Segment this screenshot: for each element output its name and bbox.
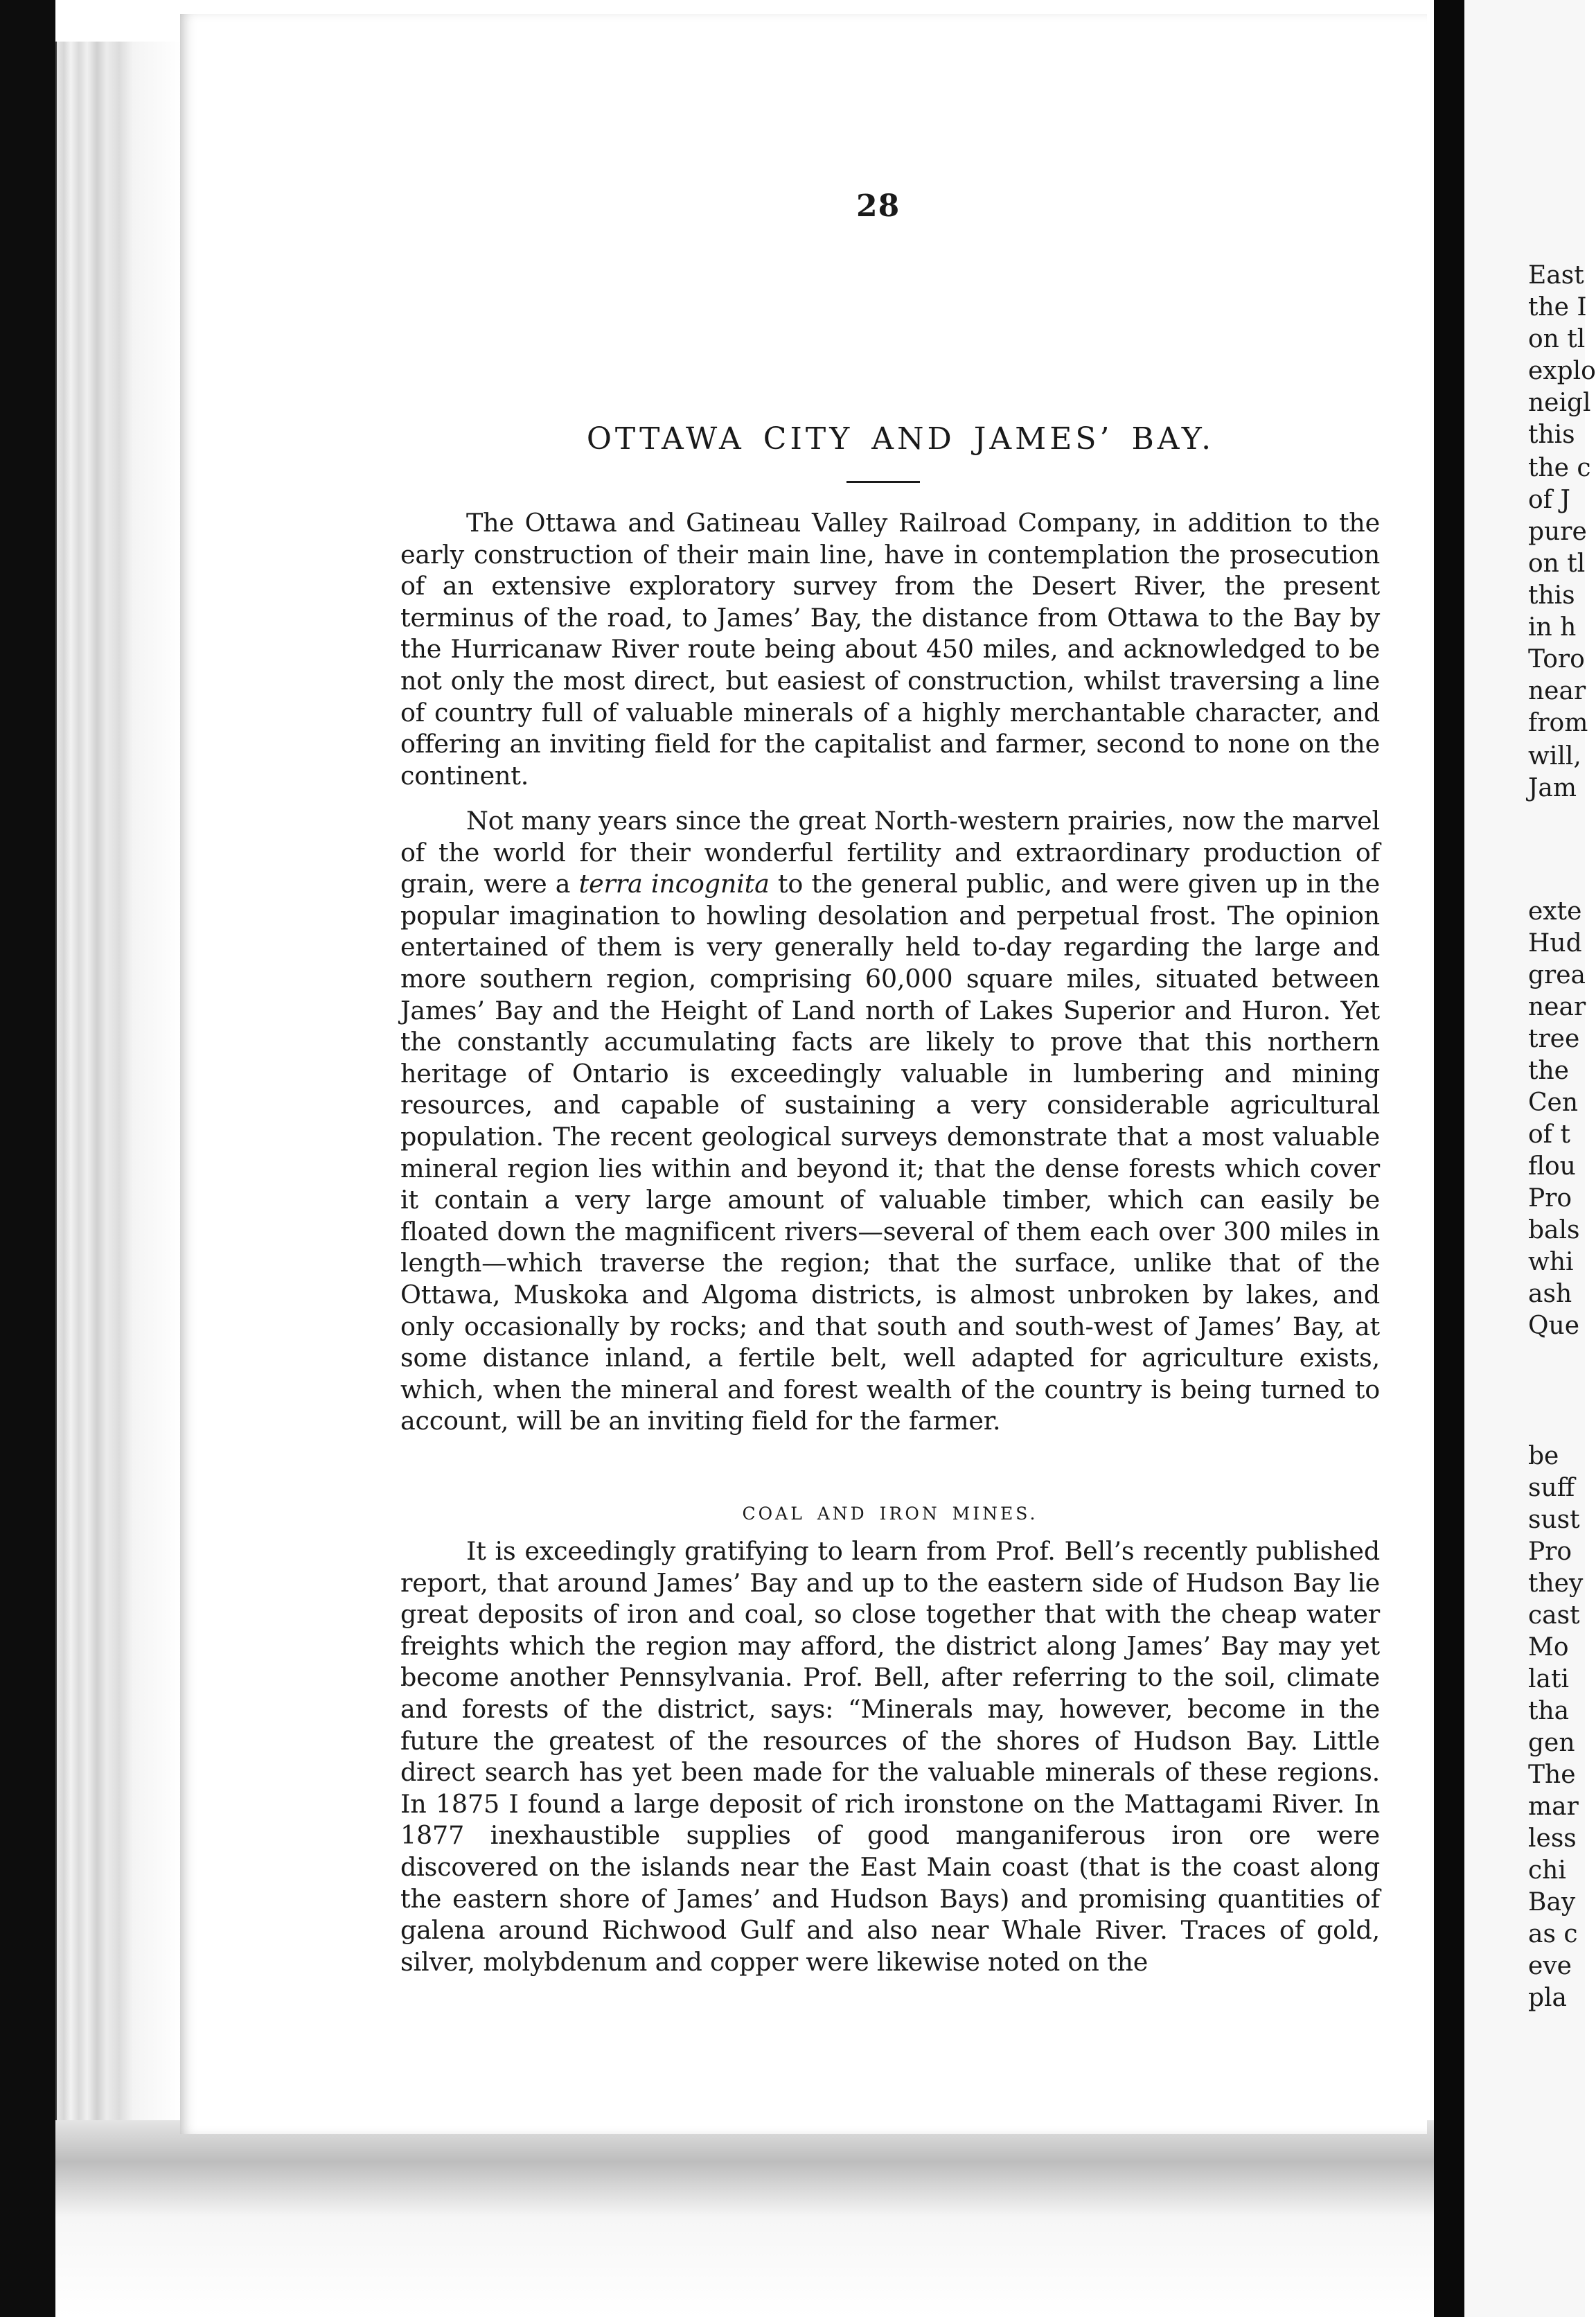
facing-page-fragment: of J — [1528, 486, 1570, 514]
facing-page-fragment: The — [1528, 1761, 1576, 1789]
facing-page-fragment: Bay — [1528, 1888, 1576, 1917]
facing-page-fragment: of t — [1528, 1120, 1570, 1149]
facing-page-fragment: Mo — [1528, 1633, 1569, 1662]
facing-page-fragment: Que — [1528, 1312, 1580, 1340]
facing-page-fragment: sust — [1528, 1506, 1580, 1534]
facing-page-fragment: ash — [1528, 1280, 1572, 1308]
facing-page-fragment: the c — [1528, 454, 1591, 482]
facing-page-fragment: near — [1528, 993, 1586, 1021]
facing-page-fragment: cast — [1528, 1601, 1580, 1630]
book-gutter — [1434, 0, 1464, 2317]
title-rule — [846, 481, 920, 483]
facing-page — [1464, 0, 1596, 2317]
facing-page-fragment: Cen — [1528, 1089, 1579, 1117]
paragraph-3: It is exceedingly gratifying to learn from Prof. Bell’s recently published report, that around James’ Bay and up to the eastern side of Hudson Bay lie great deposits of iron and coal, so close together that with the cheap water freights which the region may afford, the district along James’ Bay may yet become another Pennsylvania. Prof. Bell, after referring to the soil, climate and forests of the district, says: “Minerals may, however, become in the future the greatest of the resources of the shores of Hudson Bay. Little direct search has yet been made for the valuable minerals of these regions. In 1875 I found a large deposit of rich ironstone on the Mattagami River. In 1877 inexhaustible supplies of good manganiferous iron ore were discovered on the islands near the East Main coast (that is the coast along the eastern shore of James’ and Hudson Bays) and promising quantities of galena around Richwood Gulf and also near Whale River. Traces of gold, silver, molybdenum and copper were likewise noted on the — [400, 1536, 1380, 1977]
facing-page-fragment: whi — [1528, 1248, 1574, 1276]
paragraph-2-italic-phrase: terra incognita — [578, 869, 770, 899]
facing-page-fragment: suff — [1528, 1474, 1575, 1502]
facing-page-fragment: Hud — [1528, 929, 1582, 958]
facing-page-fragment: eve — [1528, 1952, 1572, 1980]
facing-page-fragment: explo — [1528, 357, 1596, 385]
page-number: 28 — [856, 188, 901, 224]
facing-page-fragment: pla — [1528, 1984, 1568, 2012]
facing-page-fragment: this — [1528, 421, 1575, 449]
facing-page-fragment: East — [1528, 261, 1584, 290]
section-subheading: COAL AND IRON MINES. — [742, 1504, 1038, 1524]
facing-page-fragment: tha — [1528, 1697, 1570, 1725]
book-page-edges — [55, 42, 181, 2120]
facing-page-fragment: as c — [1528, 1920, 1578, 1948]
facing-page-fragment: mar — [1528, 1792, 1579, 1821]
facing-page-fragment: from — [1528, 709, 1588, 737]
page-title: OTTAWA CITY AND JAMES’ BAY. — [586, 421, 1215, 457]
paragraph-2-text-a: Not many years since the great North-western prairies, now the marvel of the world for their wonderful fertility and extraordinary production of grain, were a — [400, 806, 1380, 899]
paragraph-2-text-b: to the general public, and were given up in the popular imagination to howling desolation and perpetual frost. The opinion entertained of them is very generally held to-day regarding the large and more southern region, comprising 60,000 square miles, situated between James’ Bay and the Height of Land north of Lakes Superior and Huron. Yet the constantly accumulating facts are likely to prove that this northern heritage of Ontario is exceedingly valuable in lumbering and mining resources, and capable of sustaining a very considerable agricultural population. The recent geological surveys demonstrate that a most valuable mineral region lies within and beyond it; that the dense forests which cover it contain a very large amount of valuable timber, which can easily be floated down the magnificent rivers—several of them each over 300 miles in length—which traverse the region; that the surface, unlike that of the Ottawa, Muskoka and Algoma districts, is almost unbroken by lakes, and only occasionally by rocks; and that south and south-west of James’ Bay, at some distance inland, a fertile belt, well adapted for agriculture exists, which, when the mineral and forest wealth of the country is being turned to account, will be an inviting field for the farmer. — [400, 869, 1380, 1436]
facing-page-fragment: gen — [1528, 1729, 1575, 1757]
facing-page-fragment: this — [1528, 581, 1575, 610]
facing-page-fragment: grea — [1528, 961, 1586, 989]
facing-page-fragment: Pro — [1528, 1538, 1572, 1566]
facing-page-fragment: Toro — [1528, 645, 1585, 673]
facing-page-fragment: bals — [1528, 1216, 1580, 1244]
facing-page-fragment: Jam — [1528, 774, 1577, 802]
facing-page-fragment: exte — [1528, 897, 1582, 926]
facing-page-fragment: neigl — [1528, 389, 1591, 417]
facing-page-fragment: Pro — [1528, 1184, 1572, 1213]
facing-page-fragment: flou — [1528, 1152, 1576, 1181]
facing-page-fragment: chi — [1528, 1856, 1566, 1885]
facing-page-fragment: will, — [1528, 742, 1581, 770]
facing-page-fragment: near — [1528, 677, 1586, 705]
book-bottom-edge — [55, 2120, 1441, 2317]
paragraph-1: The Ottawa and Gatineau Valley Railroad Company, in addition to the early construction of their main line, have in contemplation the prosecution of an extensive exploratory survey from the Desert River, the present terminus of the road, to James’ Bay, the distance from Ottawa to the Bay by the Hurricanaw River route being about 450 miles, and acknowledged to be not only the most direct, but easiest of construction, whilst traversing a line of country full of valuable minerals of a highly merchantable character, and offering an inviting field for the capitalist and farmer, second to none on the continent. — [400, 508, 1380, 791]
facing-page-fragment: be — [1528, 1442, 1559, 1470]
facing-page-fragment: less — [1528, 1824, 1577, 1853]
paragraph-2 — [400, 805, 1380, 1437]
scan-left-edge — [0, 0, 55, 2317]
facing-page-fragment: pure — [1528, 518, 1587, 546]
facing-page-fragment: lati — [1528, 1665, 1569, 1693]
facing-page-fragment: they — [1528, 1569, 1584, 1598]
facing-page-fragment: in h — [1528, 613, 1577, 642]
facing-page-fragment: on tl — [1528, 325, 1586, 353]
facing-page-fragment: tree — [1528, 1025, 1580, 1053]
facing-page-fragment: on tl — [1528, 549, 1586, 578]
facing-page-fragment: the I — [1528, 293, 1587, 321]
facing-page-fragment: the — [1528, 1057, 1569, 1085]
